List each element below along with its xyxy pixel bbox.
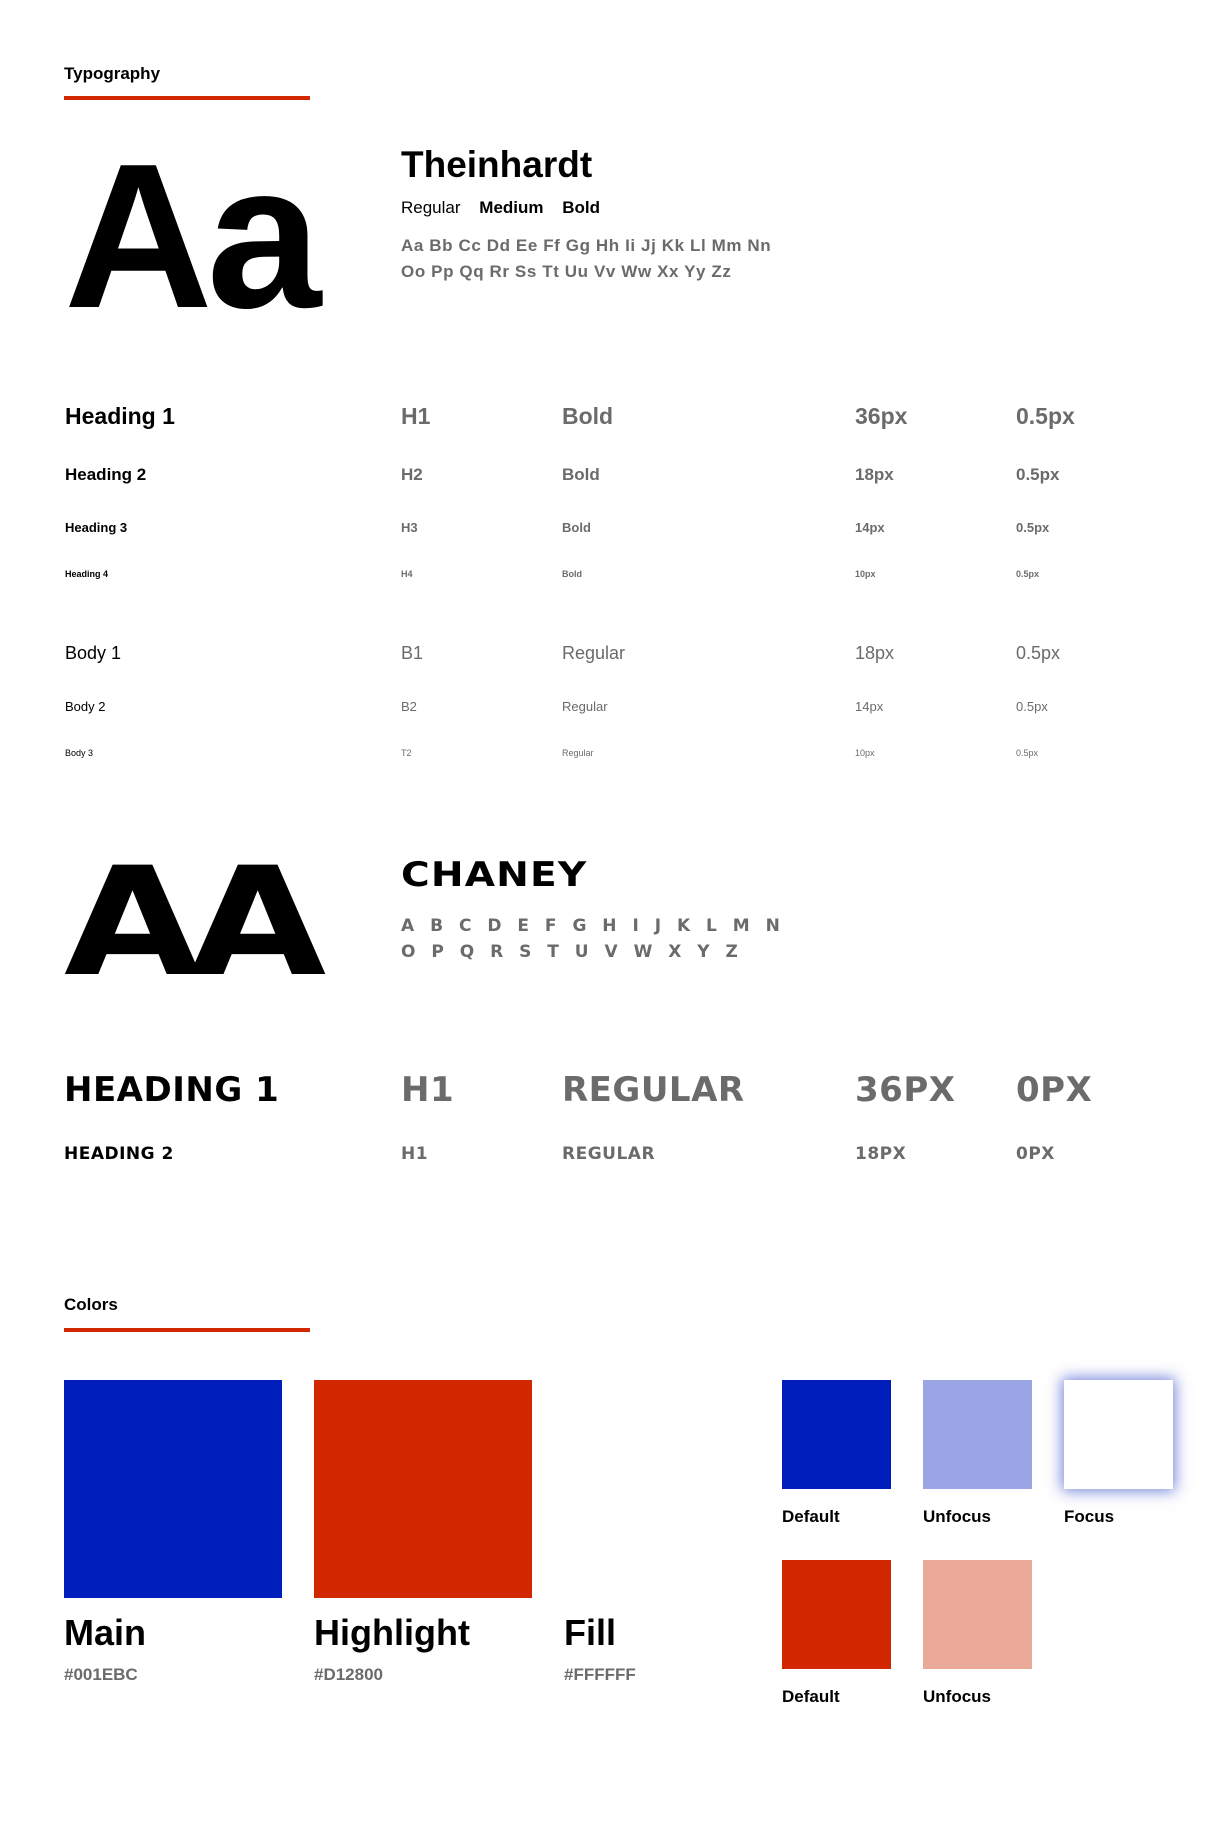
style-weight: Bold: [562, 520, 591, 535]
swatch-hex-fill: #FFFFFF: [564, 1665, 636, 1684]
blue-state-default: [782, 1380, 891, 1489]
style-weight: Bold: [562, 569, 582, 579]
typography-section-title: Typography: [64, 64, 161, 83]
red-state-unfocus-label: Unfocus: [923, 1687, 991, 1706]
blue-state-focus-label: Focus: [1064, 1507, 1115, 1526]
style-size: 10px: [855, 748, 875, 758]
swatch-highlight: [314, 1380, 532, 1598]
colors-section-title: Colors: [64, 1295, 118, 1314]
style-size: 36PX: [855, 1070, 956, 1110]
colors-accent-rule: [64, 1328, 310, 1332]
style-spacing: 0.5px: [1016, 699, 1048, 714]
style-tag: H1: [401, 1070, 455, 1110]
style-name: Heading 1: [65, 403, 175, 429]
swatch-name-highlight: Highlight: [314, 1612, 470, 1653]
style-size: 14px: [855, 520, 885, 535]
style-weight: Regular: [562, 643, 626, 663]
style-name: Body 1: [65, 643, 122, 663]
style-name: Body 2: [65, 699, 106, 714]
style-tag: T2: [401, 748, 412, 758]
red-state-unfocus: [923, 1560, 1032, 1669]
style-name: Heading 4: [65, 569, 109, 579]
style-spacing: 0PX: [1016, 1144, 1055, 1164]
primary-font-name: Theinhardt: [401, 144, 593, 185]
style-spacing: 0.5px: [1016, 643, 1061, 663]
style-weight: Bold: [562, 403, 614, 429]
style-name: Heading 2: [65, 465, 147, 484]
glyph-line: A B C D E F G H I J K L M N: [401, 916, 785, 936]
style-tag: H2: [401, 465, 423, 484]
swatch-name-fill: Fill: [564, 1612, 616, 1653]
style-size: 18px: [855, 465, 894, 484]
weight-medium: Medium: [479, 198, 544, 217]
style-spacing: 0.5px: [1016, 520, 1050, 535]
display-font-glyphs: [401, 913, 785, 965]
swatch-fill: [564, 1380, 782, 1598]
blue-state-focus: [1064, 1380, 1173, 1489]
swatch-name-main: Main: [64, 1612, 147, 1653]
style-tag: H3: [401, 520, 418, 535]
glyph-line: Oo Pp Qq Rr Ss Tt Uu Vv Ww Xx Yy Zz: [401, 262, 732, 281]
style-size: 36px: [855, 403, 908, 429]
display-font-name: CHANEY: [401, 855, 588, 895]
style-name: Heading 3: [65, 520, 128, 535]
style-spacing: 0.5px: [1016, 748, 1039, 758]
glyph-line: Aa Bb Cc Dd Ee Ff Gg Hh Ii Jj Kk Ll Mm Nn: [401, 236, 772, 255]
style-size: 18px: [855, 643, 895, 663]
glyph-line: O P Q R S T U V W X Y Z: [401, 942, 743, 962]
style-tag: H1: [401, 1144, 429, 1164]
style-tag: B1: [401, 643, 424, 663]
style-spacing: 0.5px: [1016, 403, 1075, 429]
blue-state-default-label: Default: [782, 1507, 840, 1526]
weight-regular: Regular: [401, 198, 461, 217]
style-size: 10px: [855, 569, 876, 579]
style-name: HEADING 2: [64, 1144, 174, 1164]
style-weight: REGULAR: [562, 1144, 656, 1164]
style-weight: REGULAR: [562, 1070, 745, 1110]
swatch-hex-main: #001EBC: [64, 1665, 138, 1684]
blue-state-unfocus: [923, 1380, 1032, 1489]
red-state-default: [782, 1560, 891, 1669]
weight-bold: Bold: [562, 198, 601, 217]
red-state-default-label: Default: [782, 1687, 840, 1706]
typography-accent-rule: [64, 96, 310, 100]
style-weight: Regular: [562, 699, 608, 714]
primary-font-weights: [401, 198, 614, 218]
style-tag: H1: [401, 403, 431, 429]
style-name: HEADING 1: [64, 1070, 280, 1110]
style-weight: Bold: [562, 465, 600, 484]
style-tag: B2: [401, 699, 417, 714]
style-tag: H4: [401, 569, 413, 579]
blue-state-unfocus-label: Unfocus: [923, 1507, 991, 1526]
display-font-specimen: AA: [64, 836, 315, 1010]
style-spacing: 0PX: [1016, 1070, 1093, 1110]
primary-font-specimen: Aa: [64, 121, 316, 351]
style-name: Body 3: [65, 748, 94, 758]
style-weight: Regular: [562, 748, 594, 758]
swatch-main: [64, 1380, 282, 1598]
style-spacing: 0.5px: [1016, 569, 1040, 579]
primary-font-glyphs: [401, 233, 771, 285]
style-spacing: 0.5px: [1016, 465, 1060, 484]
swatch-hex-highlight: #D12800: [314, 1665, 384, 1684]
style-size: 14px: [855, 699, 884, 714]
style-size: 18PX: [855, 1144, 907, 1164]
